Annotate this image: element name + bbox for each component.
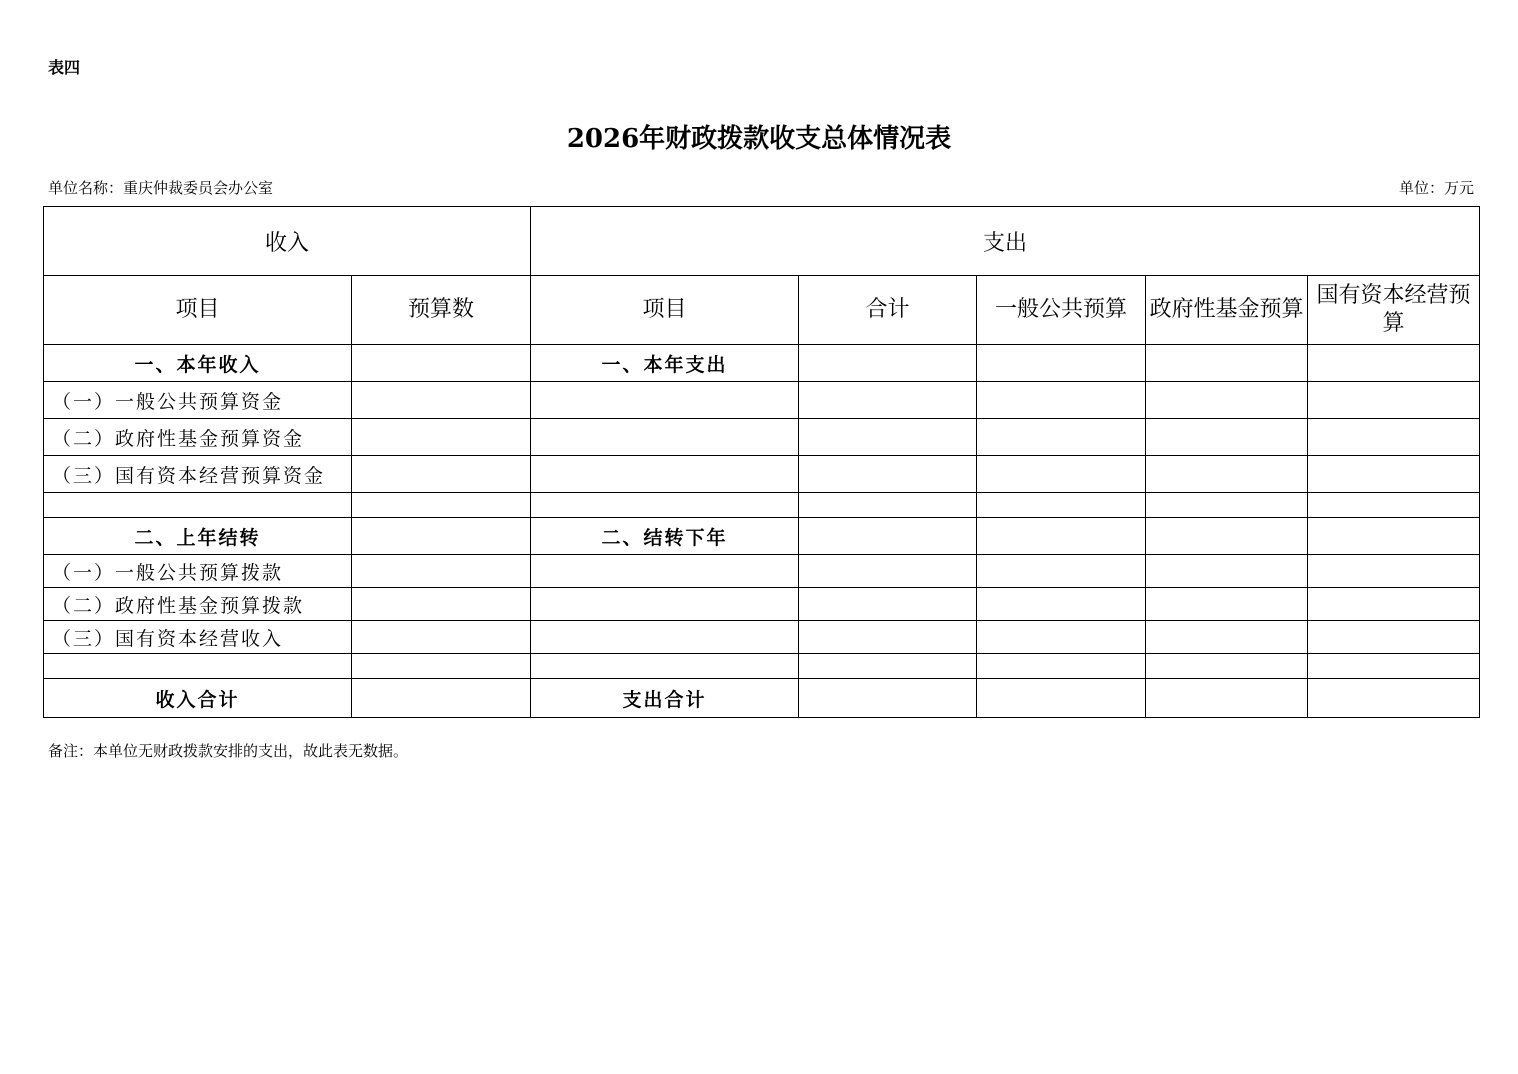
gov-fund-budget-cell [1146,493,1308,518]
total-row [44,679,1480,718]
table-row [44,456,1480,493]
state-capital-budget-cell [1308,456,1480,493]
expense-item-cell [531,588,799,621]
col-income-item: 项目 [44,276,352,345]
budget-summary-table [43,206,1480,718]
general-budget-cell [977,493,1146,518]
currency-unit: 单位：万元 [1398,179,1474,197]
income-budget-cell [352,345,531,382]
expense-item-cell [531,654,799,679]
gov-fund-budget-cell [1146,679,1308,718]
expense-total-label: 支出合计 [531,679,799,718]
expense-item-cell [531,382,799,419]
general-budget-cell [977,518,1146,555]
income-item-cell: （一）一般公共预算资金 [44,382,352,419]
col-income-budget: 预算数 [352,276,531,345]
state-capital-budget-cell [1308,518,1480,555]
state-capital-budget-cell [1308,493,1480,518]
state-capital-budget-cell [1308,419,1480,456]
col-gov-fund-budget: 政府性基金预算 [1146,276,1308,345]
table-row [44,345,1480,382]
expense-total-cell [799,382,977,419]
income-item-cell: （三）国有资本经营预算资金 [44,456,352,493]
expense-total-cell [799,588,977,621]
col-state-capital-budget: 国有资本经营预算 [1308,276,1480,345]
income-total-label: 收入合计 [44,679,352,718]
expense-total-cell [799,493,977,518]
section-header-row [44,207,1480,276]
gov-fund-budget-cell [1146,654,1308,679]
section-expense-header: 支出 [531,207,1480,276]
gov-fund-budget-cell [1146,419,1308,456]
income-budget-cell [352,679,531,718]
col-expense-total: 合计 [799,276,977,345]
income-item-cell: （三）国有资本经营收入 [44,621,352,654]
expense-item-cell: 二、结转下年 [531,518,799,555]
income-item-cell: （二）政府性基金预算资金 [44,419,352,456]
state-capital-budget-cell [1308,588,1480,621]
document-title: 2026年财政拨款收支总体情况表 [566,124,952,154]
income-item-cell [44,654,352,679]
income-budget-cell [352,419,531,456]
gov-fund-budget-cell [1146,621,1308,654]
expense-total-cell [799,419,977,456]
income-item-cell: 一、本年收入 [44,345,352,382]
expense-item-cell [531,493,799,518]
table-row [44,588,1480,621]
income-budget-cell [352,588,531,621]
expense-total-cell [799,345,977,382]
general-budget-cell [977,621,1146,654]
col-general-budget: 一般公共预算 [977,276,1146,345]
column-header-row [44,276,1480,345]
income-item-cell: （二）政府性基金预算拨款 [44,588,352,621]
general-budget-cell [977,555,1146,588]
income-item-cell [44,493,352,518]
table-row [44,382,1480,419]
expense-total-cell [799,654,977,679]
expense-total-cell [799,518,977,555]
gov-fund-budget-cell [1146,345,1308,382]
section-income-header: 收入 [44,207,531,276]
income-budget-cell [352,518,531,555]
income-budget-cell [352,456,531,493]
gov-fund-budget-cell [1146,382,1308,419]
general-budget-cell [977,456,1146,493]
expense-total-cell [799,555,977,588]
income-item-cell: （一）一般公共预算拨款 [44,555,352,588]
income-budget-cell [352,493,531,518]
general-budget-cell [977,654,1146,679]
general-budget-cell [977,345,1146,382]
income-budget-cell [352,555,531,588]
gov-fund-budget-cell [1146,518,1308,555]
expense-total-cell [799,679,977,718]
state-capital-budget-cell [1308,345,1480,382]
table-row [44,518,1480,555]
gov-fund-budget-cell [1146,588,1308,621]
state-capital-budget-cell [1308,621,1480,654]
general-budget-cell [977,588,1146,621]
income-budget-cell [352,621,531,654]
state-capital-budget-cell [1308,654,1480,679]
col-expense-item: 项目 [531,276,799,345]
gov-fund-budget-cell [1146,555,1308,588]
expense-item-cell: 一、本年支出 [531,345,799,382]
expense-item-cell [531,419,799,456]
general-budget-cell [977,419,1146,456]
unit-name: 单位名称：重庆仲裁委员会办公室 [48,179,274,197]
expense-item-cell [531,621,799,654]
table-row [44,493,1480,518]
state-capital-budget-cell [1308,679,1480,718]
table-row [44,419,1480,456]
expense-total-cell [799,621,977,654]
footnote: 备注：本单位无财政拨款安排的支出，故此表无数据。 [48,742,409,760]
table-number: 表四 [48,58,81,77]
state-capital-budget-cell [1308,382,1480,419]
table-row [44,654,1480,679]
expense-total-cell [799,456,977,493]
income-budget-cell [352,654,531,679]
income-item-cell: 二、上年结转 [44,518,352,555]
expense-item-cell [531,456,799,493]
expense-item-cell [531,555,799,588]
income-budget-cell [352,382,531,419]
table-row [44,555,1480,588]
state-capital-budget-cell [1308,555,1480,588]
table-row [44,621,1480,654]
general-budget-cell [977,679,1146,718]
gov-fund-budget-cell [1146,456,1308,493]
general-budget-cell [977,382,1146,419]
